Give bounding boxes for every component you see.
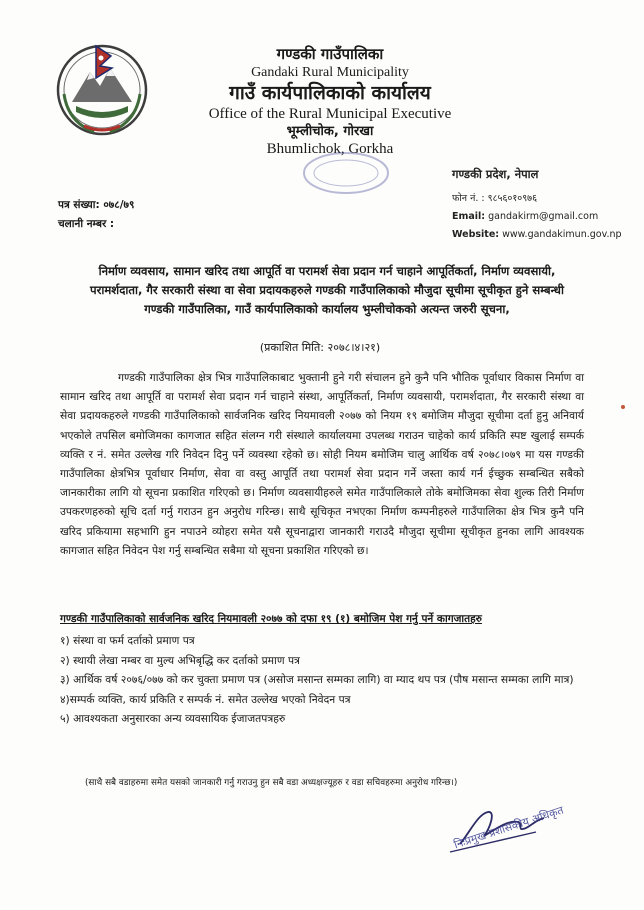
signatory-title: निःप्रमुख प्रशासकीय अधिकृत — [452, 803, 566, 852]
list-item: ४)सम्पर्क व्यक्ति, कार्य प्रकिति र सम्पर्क नं. समेत उल्लेख भएको निवेदन पत्र — [60, 692, 351, 706]
municipality-name-np: गण्डकी गाउँपालिका — [276, 45, 384, 63]
list-item: ३) आर्थिक वर्ष २०७६/०७७ को कर चुक्ता प्रमाण पत्र (असोज मसान्त सम्मका लागि) वा म्याद थप पत्र (पौष मसान्त सम्मका लागि मात्र) — [60, 673, 574, 686]
notice-subject: निर्माण व्यवसाय, सामान खरिद तथा आपूर्ति वा परामर्श सेवा प्रदान गर्न चाहाने आपूर्तिकर्ता, निर्माण व्यवसायी, परामर्शदाता, गैर सरकारी संस्था वा सेवा प्रदायकहरुले गण्डकी गाउँपालिकाको मौजुदा सूचीमा सूचीकृत हुने सम्बन्धी गण्डकी गाउँपालिका, गाउँ कार्यपालिकाको कार्यालय भुम्लीचोकको अत्यन्त जरुरी सूचना, — [90, 264, 564, 316]
phone-label: फोन नं. : — [452, 193, 485, 204]
website-value: www.gandakimun.gov.np — [502, 229, 622, 240]
list-item: १) संस्था वा फर्म दर्ताको प्रमाण पत्र — [60, 634, 195, 647]
margin-mark — [621, 405, 625, 409]
website-label: Website: — [452, 229, 500, 240]
list-item: २) स्थायी लेखा नम्बर वा मुल्य अभिबृद्धि कर दर्ताको प्रमाण पत्र — [60, 653, 300, 667]
executive-office-np: गाउँ कार्यपालिकाको कार्यालय — [229, 82, 431, 104]
province-label: गण्डकी प्रदेश, नेपाल — [452, 167, 539, 181]
office-stamp-icon — [300, 150, 392, 196]
documents-list — [60, 631, 590, 729]
location-np: भूम्लीचोक, गोरखा — [286, 124, 374, 139]
location-en: Bhumlichok, Gorkha — [266, 141, 394, 157]
publication-date: (प्रकाशित मिति: २०७८।४।२१) — [259, 341, 381, 354]
email-row — [452, 208, 640, 226]
email-label: Email: — [452, 211, 486, 222]
notice-body: गण्डकी गाउँपालिका क्षेत्र भित्र गाउँपालिकाबाट भुक्तानी हुने गरी संचालन हुने कुनै पनि भौतिक पूर्वाधार विकास निर्माण वा सामान खरिद तथा आपूर्ति वा परामर्श सेवा प्रदान गर्न चाहाने संस्था, आपूर्तिकर्ता, निर्माण व्यवसायी, परामर्शदाता, गैर सरकारी संस्था वा सेवा प्रदायकहरुले गण्डकी गाउँपालिकाको सार्वजनिक खरिद नियमावली २०७७ को नियम १९ बमोजिम मौजुदा सूचीमा दर्ता हुनु अनिवार्य भएकोले तपसिल बमोजिमका कागजात सहित संलग्न गरी संस्थाले कार्यालयमा उपलब्ध गराउन चाहेको कार्य प्रकिति स्पष्ट खुलाई सम्पर्क व्यक्ति र नं. समेत उल्लेख गरि निवेदन दिनु पर्ने व्यवस्था रहेको छ। सोही नियम बमोजिम चालु आर्थिक वर्ष २०७८।०७९ मा यस गण्डकी गाउँपालिका क्षेत्रभित्र पूर्वाधार निर्माण, सेवा वा वस्तु आपूर्ति तथा परामर्श सेवा प्रदान गर्ने जस्ता कार्य गर्न ईच्छुक सम्बन्धित सबैको जानकारीका लागि यो सूचना प्रकाशित गरिएको छ। निर्माण व्यवसायीहरुले समेत गाउँपालिकाले तोके बमोजिमका सेवा शुल्क तिरी निर्माण उपकरणहरुको सूचि दर्ता गर्नु गराउन हुन अनुरोध गरिन्छ। साथै सूचिकृत नभएका निर्माण कम्पनीहरुले गाउँपालिका क्षेत्र भित्र कुनै पनि खरिद प्रकियामा सहभागि हुन नपाउने व्योहरा समेत यसै सूचनाद्वारा जानकारी गराउदै मौजुदा सूचीमा सूचीकृत हुनका लागि आवश्यक कागजात सहित निवेदन पेश गर्नु सम्बन्धित सबैमा यो सूचना प्रकाशित गरिएको छ। — [60, 371, 584, 557]
dispatch-number: चलानी नम्बर : — [58, 218, 115, 230]
nepal-emblem-icon — [54, 38, 150, 138]
list-item: ५) आवश्यकता अनुसारका अन्य व्यवसायिक ईजाजतपत्रहरु — [60, 712, 286, 725]
executive-office-en: Office of the Rural Municipal Executive — [208, 106, 452, 122]
municipality-name-en: Gandaki Rural Municipality — [251, 65, 409, 80]
letterhead — [160, 45, 500, 158]
ward-footnote: (साथै सबै वडाहरुमा समेत यसको जानकारी गर्नु गराउनु हुन सबै वडा अध्यक्षज्यूहरु र वडा सचिवहरुमा अनुरोध गरिन्छ।) — [85, 778, 458, 788]
phone-number: ९८५६०१०९७६ — [487, 193, 538, 204]
contact-block — [452, 167, 640, 244]
documents-heading: गण्डकी गाउँपालिकाको सार्वजनिक खरिद नियमावली २०७७ को दफा १९ (१) बमोजिम पेश गर्नु पर्ने कागजातहरु — [60, 613, 482, 625]
reference-block — [58, 196, 134, 234]
email-value: gandakirm@gmail.com — [488, 211, 599, 222]
letter-number: पत्र संख्या: ०७८/७९ — [58, 199, 135, 211]
website-row — [452, 226, 640, 244]
phone-row — [452, 190, 640, 208]
